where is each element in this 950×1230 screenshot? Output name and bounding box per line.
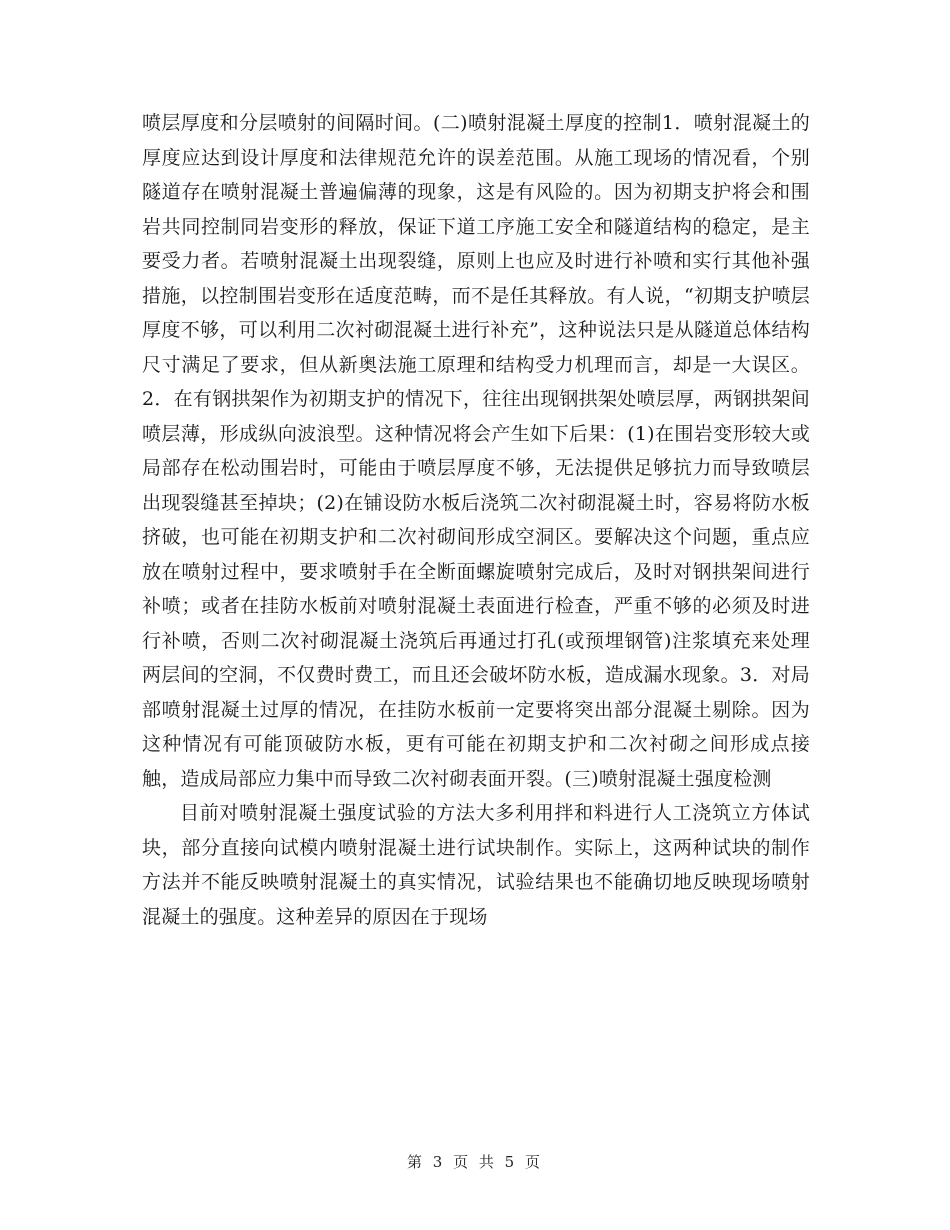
paragraph-2: 目前对喷射混凝土强度试验的方法大多利用拌和料进行人工浇筑立方体试块，部分直接向试模内喷射混凝土进行试块制作。实际上，这两种试块的制作方法并不能反映喷射混凝土的真实情况，试验结果也不能确切地反映现场喷射混凝土的强度。这种差异的原因在于现场 <box>142 802 810 928</box>
document-body <box>142 106 810 934</box>
paragraph-1: 喷层厚度和分层喷射的间隔时间。(二)喷射混凝土厚度的控制1．喷射混凝土的厚度应达到设计厚度和法律规范允许的误差范围。从施工现场的情况看，个别隧道存在喷射混凝土普遍偏薄的现象，这是有风险的。因为初期支护将会和围岩共同控制同岩变形的释放，保证下道工序施工安全和隧道结构的稳定，是主要受力者。若喷射混凝土出现裂缝，原则上也应及时进行补喷和实行其他补强措施，以控制围岩变形在适度范畴，而不是任其释放。有人说，“初期支护喷层厚度不够，可以利用二次衬砌混凝土进行补充”，这种说法只是从隧道总体结构尺寸满足了要求，但从新奥法施工原理和结构受力机理而言，却是一大误区。2．在有钢拱架作为初期支护的情况下，往往出现钢拱架处喷层厚，两钢拱架间喷层薄，形成纵向波浪型。这种情况将会产生如下后果：(1)在围岩变形较大或局部存在松动围岩时，可能由于喷层厚度不够，无法提供足够抗力而导致喷层出现裂缝甚至掉块；(2)在铺设防水板后浇筑二次衬砌混凝土时，容易将防水板挤破，也可能在初期支护和二次衬砌间形成空洞区。要解决这个问题，重点应放在喷射过程中，要求喷射手在全断面螺旋喷射完成后，及时对钢拱架间进行补喷；或者在挂防水板前对喷射混凝土表面进行检查，严重不够的必须及时进行补喷，否则二次衬砌混凝土浇筑后再通过打孔(或预埋钢管)注浆填充来处理两层间的空洞，不仅费时费工，而且还会破坏防水板，造成漏水现象。3．对局部喷射混凝土过厚的情况，在挂防水板前一定要将突出部分混凝土剔除。因为这种情况有可能顶破防水板，更有可能在初期支护和二次衬砌之间形成点接触，造成局部应力集中而导致二次衬砌表面开裂。(三)喷射混凝土强度检测 <box>142 112 810 790</box>
page-number: 第 3 页 共 5 页 <box>407 1153 543 1171</box>
